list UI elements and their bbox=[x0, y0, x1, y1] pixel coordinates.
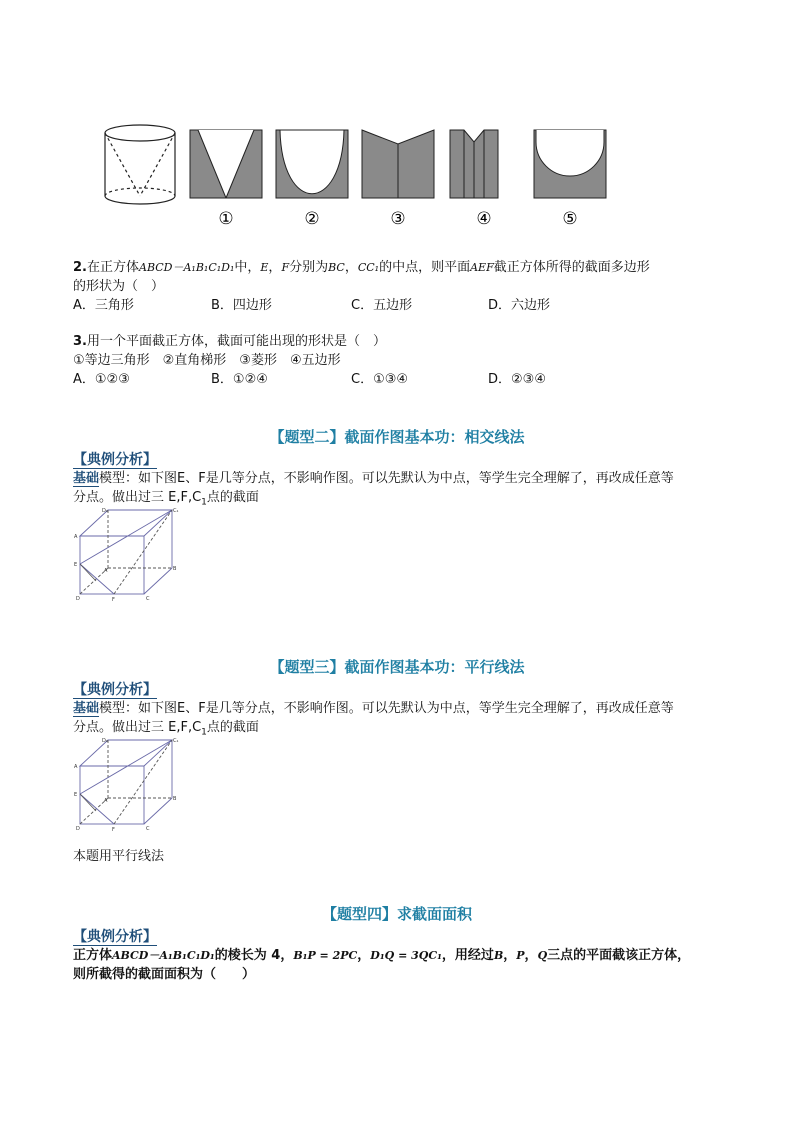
section-4-line-1 bbox=[73, 946, 733, 965]
vertex-label: C₁ bbox=[173, 508, 179, 514]
s4-math-b: B bbox=[493, 949, 504, 962]
q2-math-cube: ABCD－A₁B₁C₁D₁ bbox=[139, 261, 235, 274]
cross-section-figures bbox=[100, 120, 620, 232]
section-shape-4 bbox=[450, 130, 498, 198]
section-2-tag bbox=[73, 449, 157, 469]
s4-text: 三点的平面截该正方体， bbox=[547, 948, 691, 963]
figure-label: ④ bbox=[476, 209, 492, 229]
vertex-label: D₁ bbox=[102, 508, 108, 514]
q2-math-aef: AEF bbox=[470, 261, 494, 274]
vertex-label: A bbox=[74, 534, 78, 540]
vertex-label: C bbox=[146, 596, 150, 602]
vertex-label: A bbox=[104, 568, 108, 574]
section-3-line-1 bbox=[73, 699, 733, 718]
question-3 bbox=[73, 332, 733, 389]
section-3-text-3: 点的截面 bbox=[206, 720, 259, 735]
q2-math-f: F bbox=[281, 261, 290, 274]
s4-text: ，用经过 bbox=[441, 948, 494, 963]
vertex-label: C₁ bbox=[173, 738, 179, 744]
section-4-title: 【题型四】求截面面积 bbox=[321, 905, 472, 923]
vertex-label: A bbox=[104, 798, 108, 804]
typical-example-label: 【典例分析】 bbox=[73, 452, 157, 468]
q2-text: ， bbox=[344, 260, 358, 275]
section-3-tag bbox=[73, 679, 157, 699]
section-3-text-2: 分点。做出过三 E,F,C bbox=[73, 720, 202, 735]
s4-math-b1p: B₁P = 2PC bbox=[293, 949, 358, 962]
section-4-line-2: 则所截得的截面面积为（ ） bbox=[73, 967, 256, 982]
section-3-note: 本题用平行线法 bbox=[73, 849, 165, 864]
q2-math-cc1: CC₁ bbox=[357, 261, 380, 274]
figure-label: ⑤ bbox=[562, 209, 578, 229]
q2-text: 分别为 bbox=[289, 260, 329, 275]
option-c[interactable]: C．①③④ bbox=[351, 372, 409, 387]
q2-text: 中， bbox=[234, 260, 261, 275]
q2-text: 的中点，则平面 bbox=[379, 260, 471, 275]
section-shape-5 bbox=[534, 130, 606, 198]
s4-math-p: P bbox=[516, 949, 525, 962]
section-shape-2 bbox=[276, 130, 348, 198]
question-number: 3. bbox=[73, 334, 87, 349]
vertex-label: D₁ bbox=[102, 738, 108, 744]
figure-label: ① bbox=[218, 209, 234, 229]
s4-text: ， bbox=[503, 948, 517, 963]
subscript: 1 bbox=[201, 727, 207, 738]
question-3-choices: ①等边三角形 ②直角梯形 ③菱形 ④五边形 bbox=[73, 353, 341, 368]
typical-example-label: 【典例分析】 bbox=[73, 929, 157, 945]
figure-label: ② bbox=[304, 209, 320, 229]
cube-figure-1 bbox=[74, 506, 184, 602]
typical-example-label: 【典例分析】 bbox=[73, 682, 157, 698]
vertex-label: D bbox=[76, 826, 80, 832]
section-2-line-1 bbox=[73, 469, 733, 488]
section-2-title: 【题型二】截面作图基本功：相交线法 bbox=[269, 428, 525, 446]
section-2-text-1: 模型：如下图E、F是几等分点，不影响作图。可以先默认为中点，等学生完全理解了，再改成任意等 bbox=[99, 471, 674, 486]
q2-math-bc: BC bbox=[328, 261, 345, 274]
option-d[interactable]: D．②③④ bbox=[488, 372, 546, 387]
option-c[interactable]: C．五边形 bbox=[351, 298, 413, 313]
q3-text: 用一个平面截正方体，截面可能出现的形状是（ ） bbox=[86, 334, 386, 349]
q2-math-e: E bbox=[260, 261, 269, 274]
vertex-label: C bbox=[146, 826, 150, 832]
q2-text: ， bbox=[268, 260, 282, 275]
vertex-label: B bbox=[173, 566, 177, 572]
option-a[interactable]: A．①②③ bbox=[73, 372, 130, 387]
vertex-label: B bbox=[173, 796, 177, 802]
s4-text: ， bbox=[357, 948, 371, 963]
vertex-label: F bbox=[112, 827, 115, 832]
option-d[interactable]: D．六边形 bbox=[488, 298, 551, 313]
option-b[interactable]: B．四边形 bbox=[211, 298, 272, 313]
section-3-text-1: 模型：如下图E、F是几等分点，不影响作图。可以先默认为中点，等学生完全理解了，再改成任意等 bbox=[99, 701, 674, 716]
question-number: 2. bbox=[73, 260, 87, 275]
question-2-line-2: 的形状为（ ） bbox=[73, 279, 165, 294]
s4-math-d1q: D₁Q = 3QC₁ bbox=[370, 949, 442, 962]
question-3-line-1 bbox=[73, 332, 733, 351]
question-2-options bbox=[73, 296, 733, 315]
vertex-label: D bbox=[76, 596, 80, 602]
basic-label: 基础 bbox=[73, 701, 100, 716]
section-shape-1 bbox=[190, 130, 262, 198]
s4-text: 的棱长为 4， bbox=[214, 948, 294, 963]
basic-label: 基础 bbox=[73, 471, 100, 486]
s4-text: 正方体 bbox=[73, 948, 113, 963]
option-a[interactable]: A．三角形 bbox=[73, 298, 134, 313]
figure-label: ③ bbox=[390, 209, 406, 229]
section-2-text-3: 点的截面 bbox=[206, 490, 259, 505]
question-2 bbox=[73, 258, 733, 315]
question-3-options bbox=[73, 370, 733, 389]
question-2-line-1 bbox=[73, 258, 733, 277]
s4-math-q: Q bbox=[537, 949, 548, 962]
q2-text: 截正方体所得的截面多边形 bbox=[493, 260, 650, 275]
q2-text: 在正方体 bbox=[86, 260, 139, 275]
vertex-label: E bbox=[74, 792, 78, 798]
section-4-tag bbox=[73, 926, 157, 946]
vertex-label: A bbox=[74, 764, 78, 770]
subscript: 1 bbox=[201, 497, 207, 508]
section-4-text bbox=[73, 946, 733, 984]
s4-math-cube: ABCD－A₁B₁C₁D₁ bbox=[112, 949, 215, 962]
section-3-title: 【题型三】截面作图基本功：平行线法 bbox=[269, 658, 525, 676]
option-b[interactable]: B．①②④ bbox=[211, 372, 268, 387]
vertex-label: F bbox=[112, 597, 115, 602]
section-2-text-2: 分点。做出过三 E,F,C bbox=[73, 490, 202, 505]
cylinder-figure bbox=[105, 125, 175, 204]
s4-text: ， bbox=[524, 948, 538, 963]
vertex-label: E bbox=[74, 562, 78, 568]
section-shape-3 bbox=[362, 130, 434, 198]
cube-figure-2 bbox=[74, 736, 184, 832]
